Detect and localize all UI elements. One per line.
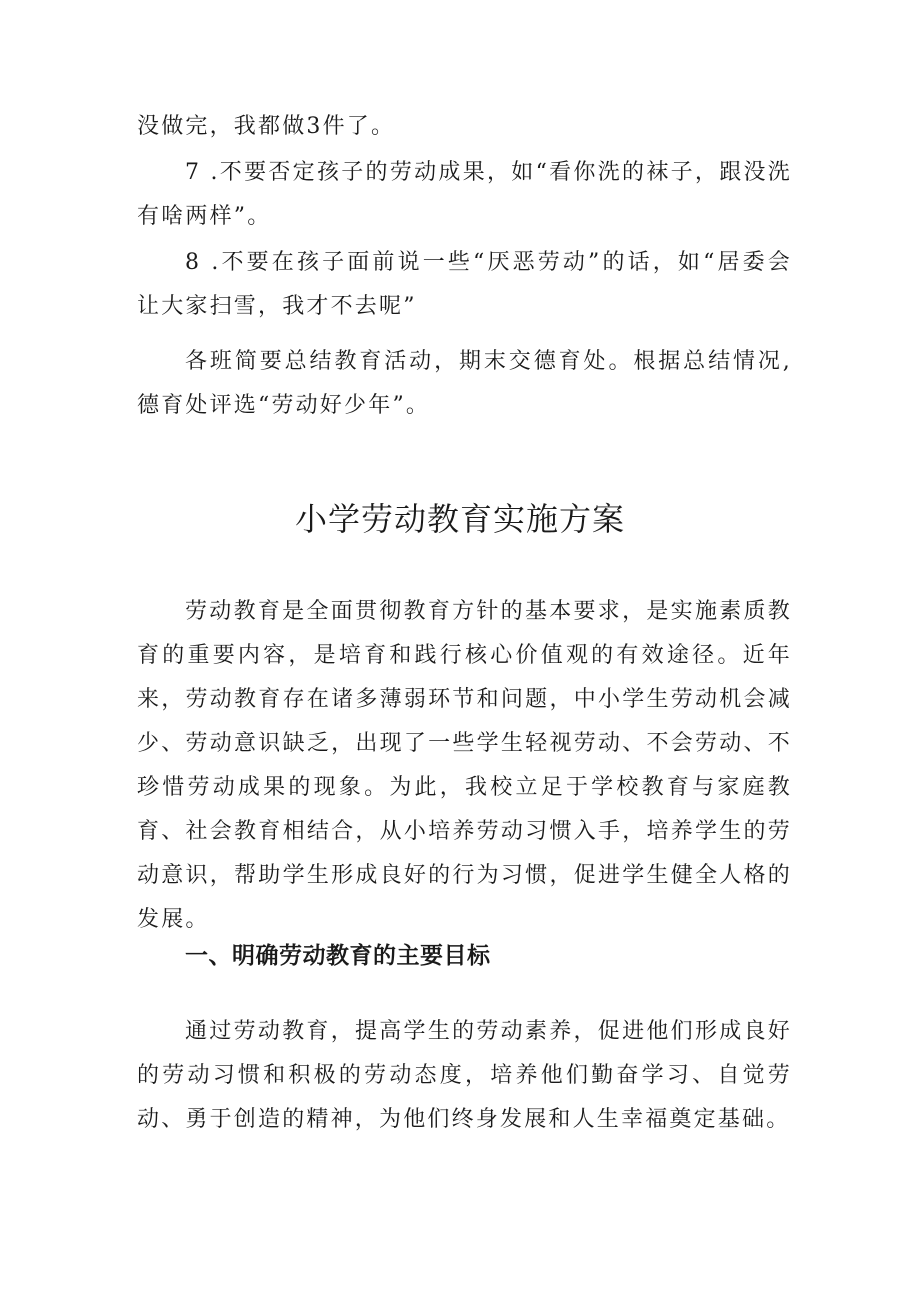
intro-paragraph: 劳动教育是全面贯彻教育方针的基本要求，是实施素质教育的重要内容，是培育和践行核心价值观的有效途径。近年来，劳动教育存在诸多薄弱环节和问题，中小学生劳动机会减少、劳动意识缺乏，出现了一些学生轻视劳动、不会劳动、不珍惜劳动成果的现象。为此，我校立足于学校教育与家庭教育、社会教育相结合，从小培养劳动习惯入手，培养学生的劳动意识，帮助学生形成良好的行为习惯，促进学生健全人格的发展。 — [137, 599, 792, 932]
section-body-paragraph: 通过劳动教育，提高学生的劳动素养，促进他们形成良好的劳动习惯和积极的劳动态度，培养他们勤奋学习、自觉劳动、勇于创造的精神，为他们终身发展和人生幸福奠定基础。 — [137, 1019, 792, 1132]
document-title: 小学劳动教育实施方案 — [294, 500, 625, 538]
summary-paragraph: 各班简要总结教育活动，期末交德育处。根据总结情况,德育处评选“劳动好少年”。 — [137, 349, 792, 418]
section-heading: 一、明确劳动教育的主要目标 — [185, 943, 491, 969]
list-item-8: 8 .不要在孩子面前说一些“厌恶劳动”的话，如“居委会让大家扫雪，我才不去呢” — [137, 250, 792, 319]
continuation-paragraph: 没做完，我都做3件了。 — [137, 114, 396, 139]
list-item-7: 7 .不要否定孩子的劳动成果，如“看你洗的袜子，跟没洗有啥两样”。 — [137, 160, 792, 229]
